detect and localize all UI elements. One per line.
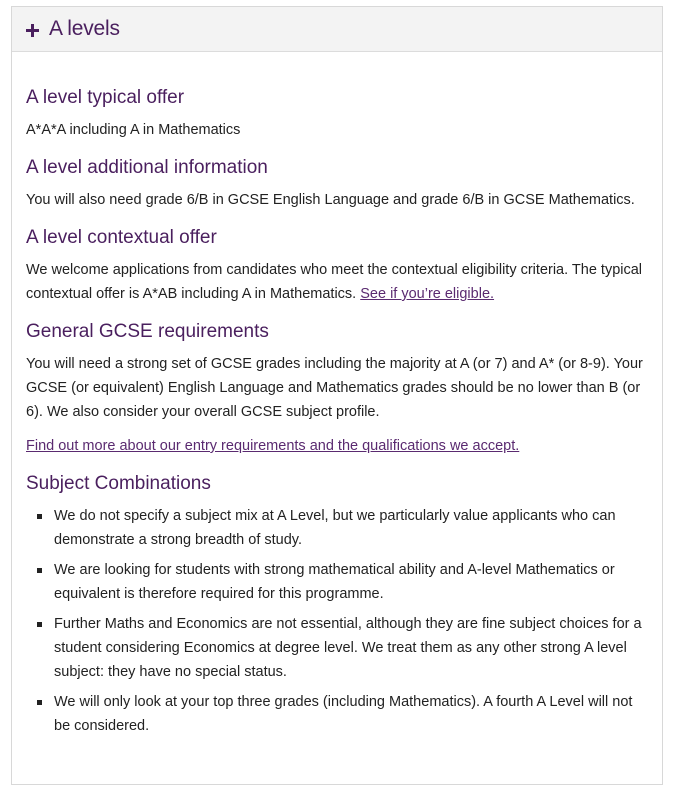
panel-title: A levels	[49, 17, 120, 40]
list-item: We are looking for students with strong mathematical ability and A-level Mathematics or equivalent is therefore required for this programme.	[54, 558, 648, 606]
gcse-link-paragraph	[26, 434, 648, 458]
combinations-list	[26, 504, 648, 738]
additional-info-heading: A level additional information	[26, 157, 268, 178]
contextual-offer-paragraph	[26, 258, 648, 306]
typical-offer-section	[26, 86, 648, 142]
contextual-offer-section	[26, 226, 648, 306]
typical-offer-text: A*A*A including A in Mathematics	[26, 122, 241, 138]
a-levels-panel	[11, 6, 663, 785]
gcse-text: You will need a strong set of GCSE grades including the majority at A (or 7) and A* (or 8-9). Your GCSE (or equivalent) English Language and Mathematics grades should be no lower than B (or 6). We also consider your overall GCSE subject profile.	[26, 356, 643, 420]
list-item: We do not specify a subject mix at A Level, but we particularly value applicants who can demonstrate a strong breadth of study.	[54, 504, 648, 552]
contextual-offer-text: We welcome applications from candidates who meet the contextual eligibility criteria. The typical contextual offer is A*AB including A in Mathematics.	[26, 262, 643, 302]
additional-info-section	[26, 156, 648, 212]
list-item: We will only look at your top three grades (including Mathematics). A fourth A Level will not be considered.	[54, 690, 648, 738]
combinations-section	[26, 472, 648, 738]
typical-offer-heading: A level typical offer	[26, 87, 185, 108]
gcse-heading: General GCSE requirements	[26, 321, 269, 342]
combinations-heading: Subject Combinations	[26, 473, 211, 494]
a-levels-toggle[interactable]	[12, 7, 662, 52]
list-item: Further Maths and Economics are not essential, although they are fine subject choices for a student considering Economics at degree level. We treat them as any other strong A level subject: they have no special status.	[54, 612, 648, 684]
eligibility-link[interactable]: See if you’re eligible.	[360, 286, 495, 302]
gcse-section	[26, 320, 648, 458]
entry-requirements-link[interactable]: Find out more about our entry requirements and the qualifications we accept.	[26, 438, 520, 454]
panel-content	[12, 52, 662, 738]
additional-info-text: You will also need grade 6/B in GCSE English Language and grade 6/B in GCSE Mathematics.	[26, 192, 635, 208]
contextual-offer-heading: A level contextual offer	[26, 227, 217, 248]
plus-icon[interactable]	[26, 24, 39, 37]
